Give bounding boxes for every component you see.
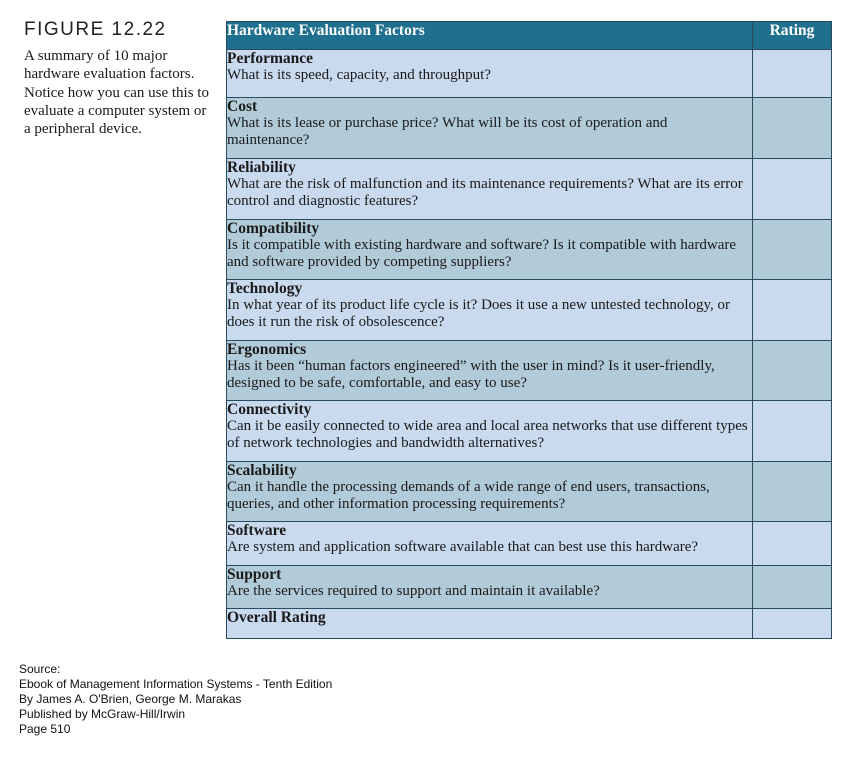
factor-cell [227,341,753,401]
source-citation [19,662,332,737]
factor-name: Compatibility [227,220,320,237]
rating-cell[interactable] [753,159,832,220]
table-row [227,522,832,566]
rating-cell[interactable] [753,280,832,341]
table-row [227,280,832,341]
factor-cell [227,220,753,280]
table-row [227,98,832,159]
factor-description: Can it be easily connected to wide area and local area networks that use different types of network technologies and bandwidth alternatives? [227,418,748,451]
factor-name: Performance [227,50,314,67]
overall-rating-label: Overall Rating [227,609,753,639]
overall-rating-cell[interactable] [753,609,832,639]
hardware-evaluation-table [226,21,832,639]
factor-name: Cost [227,98,258,115]
factor-cell [227,280,753,341]
factor-cell [227,159,753,220]
factor-name: Reliability [227,159,296,176]
rating-cell[interactable] [753,50,832,98]
table-header-row [227,22,832,50]
rating-cell[interactable] [753,98,832,159]
factor-description: Are the services required to support and maintain it available? [227,583,600,599]
header-factors: Hardware Evaluation Factors [227,22,753,50]
table-row [227,220,832,280]
source-authors: By James A. O'Brien, George M. Marakas [19,692,242,706]
factor-description: Are system and application software available that can best use this hardware? [227,539,699,555]
factor-description: Is it compatible with existing hardware and software? Is it compatible with hardware and software provided by competing suppliers? [227,237,737,270]
table-row [227,566,832,609]
rating-cell[interactable] [753,220,832,280]
factor-description: What is its speed, capacity, and throughput? [227,67,491,83]
table-row [227,341,832,401]
header-rating: Rating [753,22,832,50]
table-row [227,462,832,522]
factor-description: Can it handle the processing demands of a wide range of end users, transactions, queries, and other information processing requirements? [227,479,710,512]
factor-description: Has it been “human factors engineered” with the user in mind? Is it user-friendly, designed to be safe, comfortable, and easy to use? [227,358,715,391]
factor-description: What is its lease or purchase price? What will be its cost of operation and maintenance? [227,115,668,148]
factor-cell [227,462,753,522]
factor-cell [227,522,753,566]
factor-cell [227,401,753,462]
figure-caption [24,18,216,138]
figure-label: FIGURE 12.22 [24,19,167,40]
source-publisher: Published by McGraw-Hill/Irwin [19,707,186,721]
source-book-title: Ebook of Management Information Systems - Tenth Edition [19,677,333,691]
table-row [227,159,832,220]
factor-cell [227,566,753,609]
factor-name: Technology [227,280,303,297]
factor-name: Connectivity [227,401,312,418]
source-heading: Source: [19,662,61,676]
table-row [227,401,832,462]
overall-rating-row [227,609,832,639]
rating-cell[interactable] [753,566,832,609]
factor-name: Software [227,522,287,539]
table-row [227,50,832,98]
factor-cell [227,98,753,159]
rating-cell[interactable] [753,462,832,522]
factor-name: Support [227,566,282,583]
factor-description: In what year of its product life cycle is it? Does it use a new untested technology, or does it run the risk of obsolescence? [227,297,731,330]
factor-name: Scalability [227,462,297,479]
figure-caption-text: A summary of 10 major hardware evaluation factors. Notice how you can use this to evaluate a computer system or a peripheral device. [24,48,209,138]
factor-description: What are the risk of malfunction and its maintenance requirements? What are its error control and diagnostic features? [227,176,743,209]
rating-cell[interactable] [753,341,832,401]
rating-cell[interactable] [753,401,832,462]
rating-cell[interactable] [753,522,832,566]
factor-name: Ergonomics [227,341,307,358]
source-page: Page 510 [19,722,71,736]
factor-cell [227,50,753,98]
